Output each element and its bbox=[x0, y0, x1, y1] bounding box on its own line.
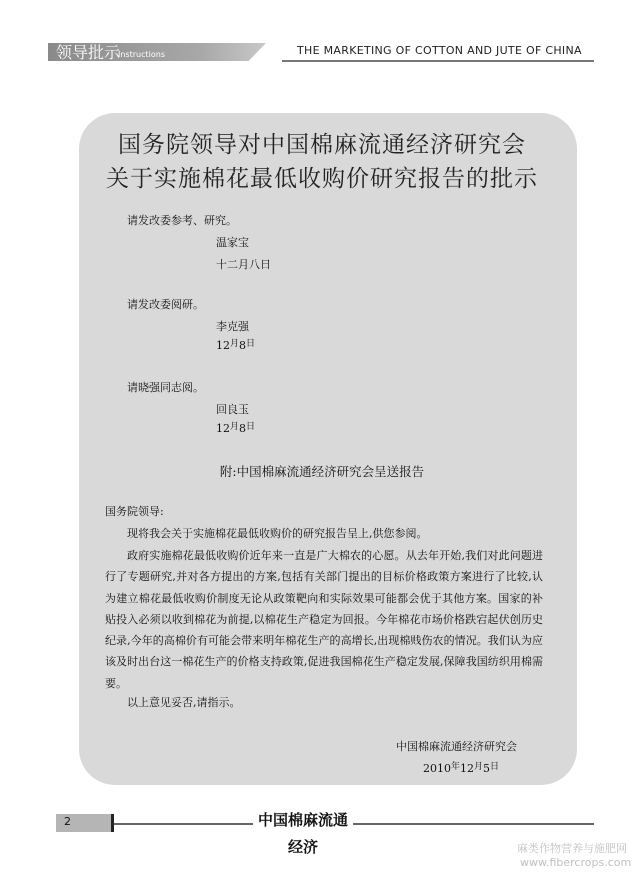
date-month: 12 bbox=[216, 422, 230, 435]
appendix-title: 附:中国棉麻流通经济研究会呈送报告 bbox=[219, 464, 425, 479]
report-paragraph: 政府实施棉花最低收购价近年来一直是广大棉农的心愿。从去年开始,我们对此问题进行了专题研究,并对各方提出的方案,包括有关部门提出的目标价格政策方案进行了比较,认为建立棉花最低收购价制度无论从政策靶向和实际效果可能都会优于其他方案。国家的补贴投入必须以收到棉花为前提,以棉花生产稳定为回报。今年棉花市场价格跌宕起伏创历史纪录,今年的高棉价有可能会带来明年棉花生产的高增长,出现棉贱伤农的情况。我们认为应该及时出台这一棉花生产的价格支持政策,促进我国棉花生产稳定发展,保障我国纺织用棉需要。 bbox=[105, 549, 543, 690]
date-day-char: 日 bbox=[490, 762, 500, 772]
page-number: 2 bbox=[64, 815, 71, 828]
date-day: 5 bbox=[483, 762, 491, 775]
instruction-date bbox=[216, 339, 255, 352]
instruction-text: 请晓强同志阅。 bbox=[127, 381, 204, 394]
instruction-text: 请发改委参考、研究。 bbox=[127, 214, 237, 227]
report-organization: 中国棉麻流通经济研究会 bbox=[396, 740, 517, 753]
date-month-char: 月 bbox=[230, 422, 240, 432]
section-title: 领导批示 bbox=[56, 43, 121, 62]
instruction-text: 请发改委阅研。 bbox=[127, 298, 204, 311]
date-month: 12 bbox=[460, 762, 475, 775]
journal-name-cn: 中国棉麻流通经济 bbox=[253, 807, 353, 834]
instruction-signer: 温家宝 bbox=[216, 236, 249, 249]
report-salutation: 国务院领导: bbox=[105, 505, 164, 518]
header-divider bbox=[282, 60, 594, 62]
document-title-line2: 关于实施棉花最低收购价研究报告的批示 bbox=[106, 166, 538, 192]
date-day-char: 日 bbox=[246, 339, 256, 349]
instruction-signer: 李克强 bbox=[216, 320, 249, 333]
instruction-date: 十二月八日 bbox=[216, 258, 271, 271]
date-month-char: 月 bbox=[474, 762, 484, 772]
date-year: 2010 bbox=[423, 762, 451, 775]
report-date bbox=[423, 762, 499, 775]
date-month-char: 月 bbox=[230, 339, 240, 349]
date-month: 12 bbox=[216, 339, 230, 352]
date-day-char: 日 bbox=[246, 422, 256, 432]
date-day: 8 bbox=[239, 422, 247, 435]
instruction-signer: 回良玉 bbox=[216, 403, 249, 416]
date-year-char: 年 bbox=[451, 762, 461, 772]
date-day: 8 bbox=[239, 339, 247, 352]
journal-name-en: THE MARKETING OF COTTON AND JUTE OF CHINA bbox=[297, 44, 582, 57]
section-subtitle: Instructions bbox=[118, 50, 165, 59]
watermark-url: www.fibercrops.com bbox=[520, 856, 632, 869]
document-title-line1: 国务院领导对中国棉麻流通经济研究会 bbox=[118, 132, 526, 158]
instruction-date bbox=[216, 422, 255, 435]
report-paragraph: 以上意见妥否,请指示。 bbox=[127, 696, 241, 709]
report-paragraph: 现将我会关于实施棉花最低收购价的研究报告呈上,供您参阅。 bbox=[127, 527, 428, 540]
watermark-site-name: 麻类作物营养与施肥网 bbox=[517, 842, 627, 855]
footer-divider bbox=[114, 823, 594, 825]
